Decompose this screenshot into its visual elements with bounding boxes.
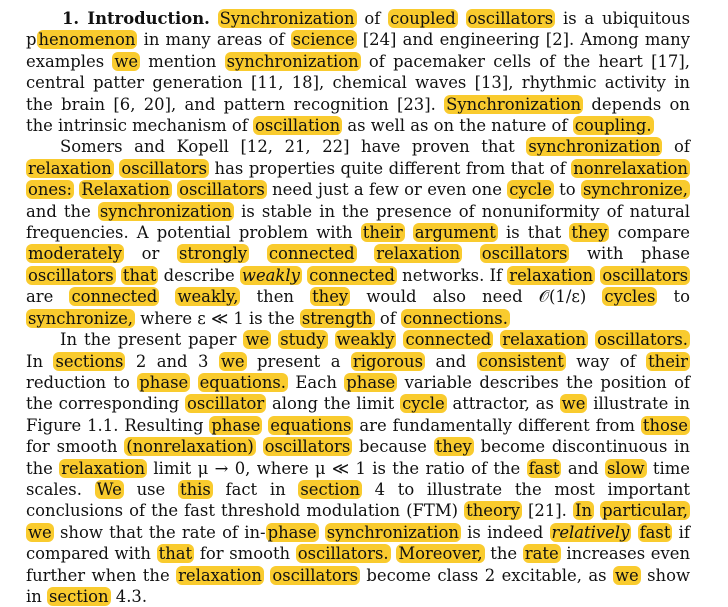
text-run: then	[240, 287, 311, 307]
text-run: for smooth	[194, 544, 296, 564]
text-run: need just a few or even one	[266, 180, 508, 200]
highlighted-word: oscillators.	[297, 544, 389, 564]
text-run	[249, 244, 267, 263]
text-run: use	[123, 479, 178, 499]
highlighted-word: relaxation	[502, 330, 587, 350]
highlighted-word: nonrelaxation	[573, 158, 688, 178]
text-run: to	[553, 180, 581, 200]
highlighted-word: phase	[139, 372, 189, 392]
text-run	[357, 244, 375, 263]
highlighted-word: weakly	[336, 330, 395, 350]
highlighted-word: sections	[55, 351, 124, 371]
text-run: networks. If	[396, 265, 508, 285]
highlighted-word: cycle	[509, 180, 552, 200]
highlighted-word: synchronization	[326, 522, 459, 542]
text-run: would also need 𝒪(1/ε)	[350, 287, 603, 307]
highlighted-word: oscillators	[264, 437, 351, 457]
highlighted-word: relaxation	[376, 244, 461, 264]
text-run: variable describes the position of the corresponding	[26, 372, 690, 414]
text-run: is a ubiquitous p	[26, 9, 691, 50]
text-run: with phase	[569, 244, 690, 264]
highlighted-word: oscillation	[254, 116, 341, 136]
highlighted-word: particular,	[602, 501, 689, 521]
highlighted-word: (nonrelaxation)	[126, 437, 254, 457]
text-run: if compared with	[26, 522, 690, 564]
text-run: [21].	[521, 501, 573, 521]
highlighted-word: In	[574, 501, 592, 521]
highlighted-word: oscillators	[602, 265, 688, 285]
highlighted-word: that	[122, 265, 157, 285]
text-run	[159, 287, 175, 306]
text-run: are	[26, 287, 70, 307]
highlighted-word: relaxation	[178, 565, 262, 585]
text-run: 4.3.	[110, 586, 148, 606]
highlighted-word: cycles	[604, 287, 656, 307]
text-run: Each	[288, 372, 345, 392]
text-run	[190, 373, 197, 392]
highlighted-word: oscillators	[28, 265, 114, 285]
highlighted-word: Synchronization	[219, 9, 355, 28]
text-run: limit μ → 0, where μ ≪ 1 is the ratio of the	[147, 458, 527, 478]
highlighted-word: theory	[466, 501, 520, 521]
highlighted-word: synchronize,	[28, 308, 134, 328]
highlighted-word: weakly	[241, 265, 300, 285]
text-run: in many areas of	[137, 30, 291, 50]
highlighted-word: weakly,	[177, 287, 239, 307]
highlighted-word: coupled	[390, 9, 456, 28]
highlighted-word: science	[292, 30, 355, 50]
highlighted-word: Moreover,	[398, 544, 483, 564]
highlighted-word: oscillators	[272, 565, 358, 585]
text-run: fact in	[212, 479, 299, 499]
text-run: In the present paper	[60, 330, 244, 350]
highlighted-word: they	[571, 223, 608, 243]
highlighted-word: section	[300, 479, 360, 499]
text-run: mention	[140, 51, 225, 71]
highlighted-word: coupling.	[574, 116, 652, 136]
text-run: for smooth	[26, 437, 125, 457]
section-heading: 1. Introduction.	[62, 9, 210, 28]
text-run: and	[561, 458, 605, 478]
paragraph-3	[26, 329, 690, 607]
highlighted-word: oscillators	[121, 158, 208, 178]
text-run: is indeed	[460, 522, 550, 542]
highlighted-word: their	[648, 351, 688, 371]
text-run: become class 2 excitable, as	[360, 565, 613, 585]
highlighted-word: relatively	[551, 522, 630, 542]
text-run: has properties quite different from that of	[209, 158, 572, 178]
highlighted-word: oscillator	[186, 394, 265, 414]
highlighted-word: connected	[268, 244, 355, 264]
text-run: depends on the intrinsic mechanism of	[26, 94, 690, 136]
highlighted-word: consistent	[478, 351, 564, 371]
highlighted-word: connected	[405, 330, 492, 350]
text-run: Somers and Kopell [12, 21, 22] have proven that	[60, 137, 527, 157]
highlighted-word: synchronize,	[582, 180, 688, 200]
text-run	[328, 330, 335, 349]
text-run	[256, 437, 263, 456]
highlighted-word: rigorous	[352, 351, 424, 371]
text-run: as well as on the nature of	[342, 116, 573, 136]
highlighted-word: we	[28, 522, 52, 542]
text-run: are fundamentally different from	[353, 415, 641, 435]
highlighted-word: oscillators	[481, 244, 568, 264]
text-run: because	[352, 437, 434, 457]
highlighted-word: rate	[524, 544, 559, 564]
highlighted-word: study	[280, 330, 326, 350]
text-run: of pacemaker cells of the heart [17], central patter generation [11, 18], chemical waves [13], rhythmic activity in the brain [6, 20], and pattern recognition [23].	[26, 51, 690, 114]
paragraph-2	[26, 136, 690, 329]
highlighted-word: strongly	[178, 244, 248, 264]
highlighted-word: we	[245, 330, 270, 350]
text-run: of	[662, 137, 690, 157]
highlighted-word: phase	[346, 372, 396, 392]
text-run	[458, 9, 466, 28]
text-run	[319, 523, 325, 542]
text-run: reduction to	[26, 372, 138, 392]
highlighted-word: Synchronization	[446, 94, 582, 114]
highlighted-word: equations.	[199, 372, 287, 392]
highlighted-word: oscillators	[467, 9, 554, 28]
text-run: [24] and engineering [2]. Among many examples	[26, 30, 690, 71]
highlighted-word: relaxation	[28, 158, 112, 178]
document-page	[26, 8, 690, 607]
text-run: and	[425, 351, 477, 371]
highlighted-word: phase	[267, 522, 317, 542]
highlighted-word: they	[312, 287, 349, 307]
highlighted-word: synchronization	[99, 201, 233, 221]
text-run	[210, 9, 218, 28]
text-run: and the	[26, 201, 98, 221]
highlighted-word: we	[561, 394, 586, 414]
highlighted-word: oscillators.	[597, 330, 688, 350]
highlighted-word: those	[642, 415, 688, 435]
highlighted-word: we	[114, 51, 139, 71]
text-run	[405, 223, 413, 242]
highlighted-word: they	[435, 437, 472, 457]
text-run: present a	[246, 351, 351, 371]
text-run: along the limit	[266, 394, 401, 414]
text-run: compare	[609, 223, 690, 243]
highlighted-word: synchronization	[226, 51, 359, 71]
highlighted-word: synchronization	[528, 137, 661, 157]
highlighted-word: ones:	[28, 180, 73, 200]
highlighted-word: fast	[639, 522, 671, 542]
text-run: way of	[565, 351, 647, 371]
highlighted-word: connected	[71, 287, 158, 307]
highlighted-word: connected	[309, 265, 395, 285]
text-run: is stable in the presence of nonuniformity of natural frequencies. A potential problem with	[26, 201, 691, 243]
highlighted-word: cycle	[402, 394, 445, 414]
highlighted-word: slow	[607, 458, 645, 478]
text-run: where ε ≪ 1 is the	[135, 308, 300, 328]
highlighted-word: fast	[528, 458, 560, 478]
highlighted-word: We	[96, 479, 122, 499]
text-run	[462, 244, 480, 263]
text-run: show in	[26, 565, 691, 606]
highlighted-word: we	[614, 565, 639, 585]
highlighted-word: Relaxation	[81, 180, 170, 200]
highlighted-word: relaxation	[61, 458, 146, 478]
highlighted-word: that	[158, 544, 193, 564]
highlighted-word: we	[220, 351, 245, 371]
highlighted-word: argument	[414, 223, 496, 243]
text-run: increases even further when the	[26, 544, 691, 585]
text-run: 2 and 3	[125, 351, 219, 371]
highlighted-word: their	[362, 223, 403, 243]
highlighted-word: section	[49, 586, 109, 606]
text-run: illustrate in Figure 1.1. Resulting	[26, 394, 690, 435]
highlighted-word: connections.	[402, 308, 508, 328]
text-run: In	[26, 351, 54, 371]
text-run: the	[484, 544, 523, 564]
highlighted-word: equations	[270, 415, 352, 435]
text-run: is that	[497, 223, 570, 243]
text-run: attractor, as	[446, 394, 560, 414]
highlighted-word: oscillators	[179, 180, 265, 200]
highlighted-word: strength	[301, 308, 373, 328]
highlighted-word: henomenon	[38, 30, 136, 50]
text-run: or	[124, 244, 177, 264]
text-run: 4 to illustrate the most important conclusions of the fast threshold modulation (FTM)	[26, 479, 690, 521]
text-run: show that the rate of in-	[53, 522, 266, 542]
text-run: describe	[158, 265, 240, 285]
highlighted-word: relaxation	[509, 265, 594, 285]
text-run: become discontinuous in the	[26, 437, 690, 478]
highlighted-word: moderately	[28, 244, 122, 264]
text-run: to	[657, 287, 690, 307]
highlighted-word: phase	[211, 415, 261, 435]
text-run: of	[356, 9, 389, 28]
paragraph-1	[26, 8, 690, 136]
text-run: of	[374, 308, 401, 328]
text-run: time scales.	[26, 458, 690, 499]
highlighted-word: this	[179, 479, 211, 499]
text-run	[631, 523, 637, 542]
